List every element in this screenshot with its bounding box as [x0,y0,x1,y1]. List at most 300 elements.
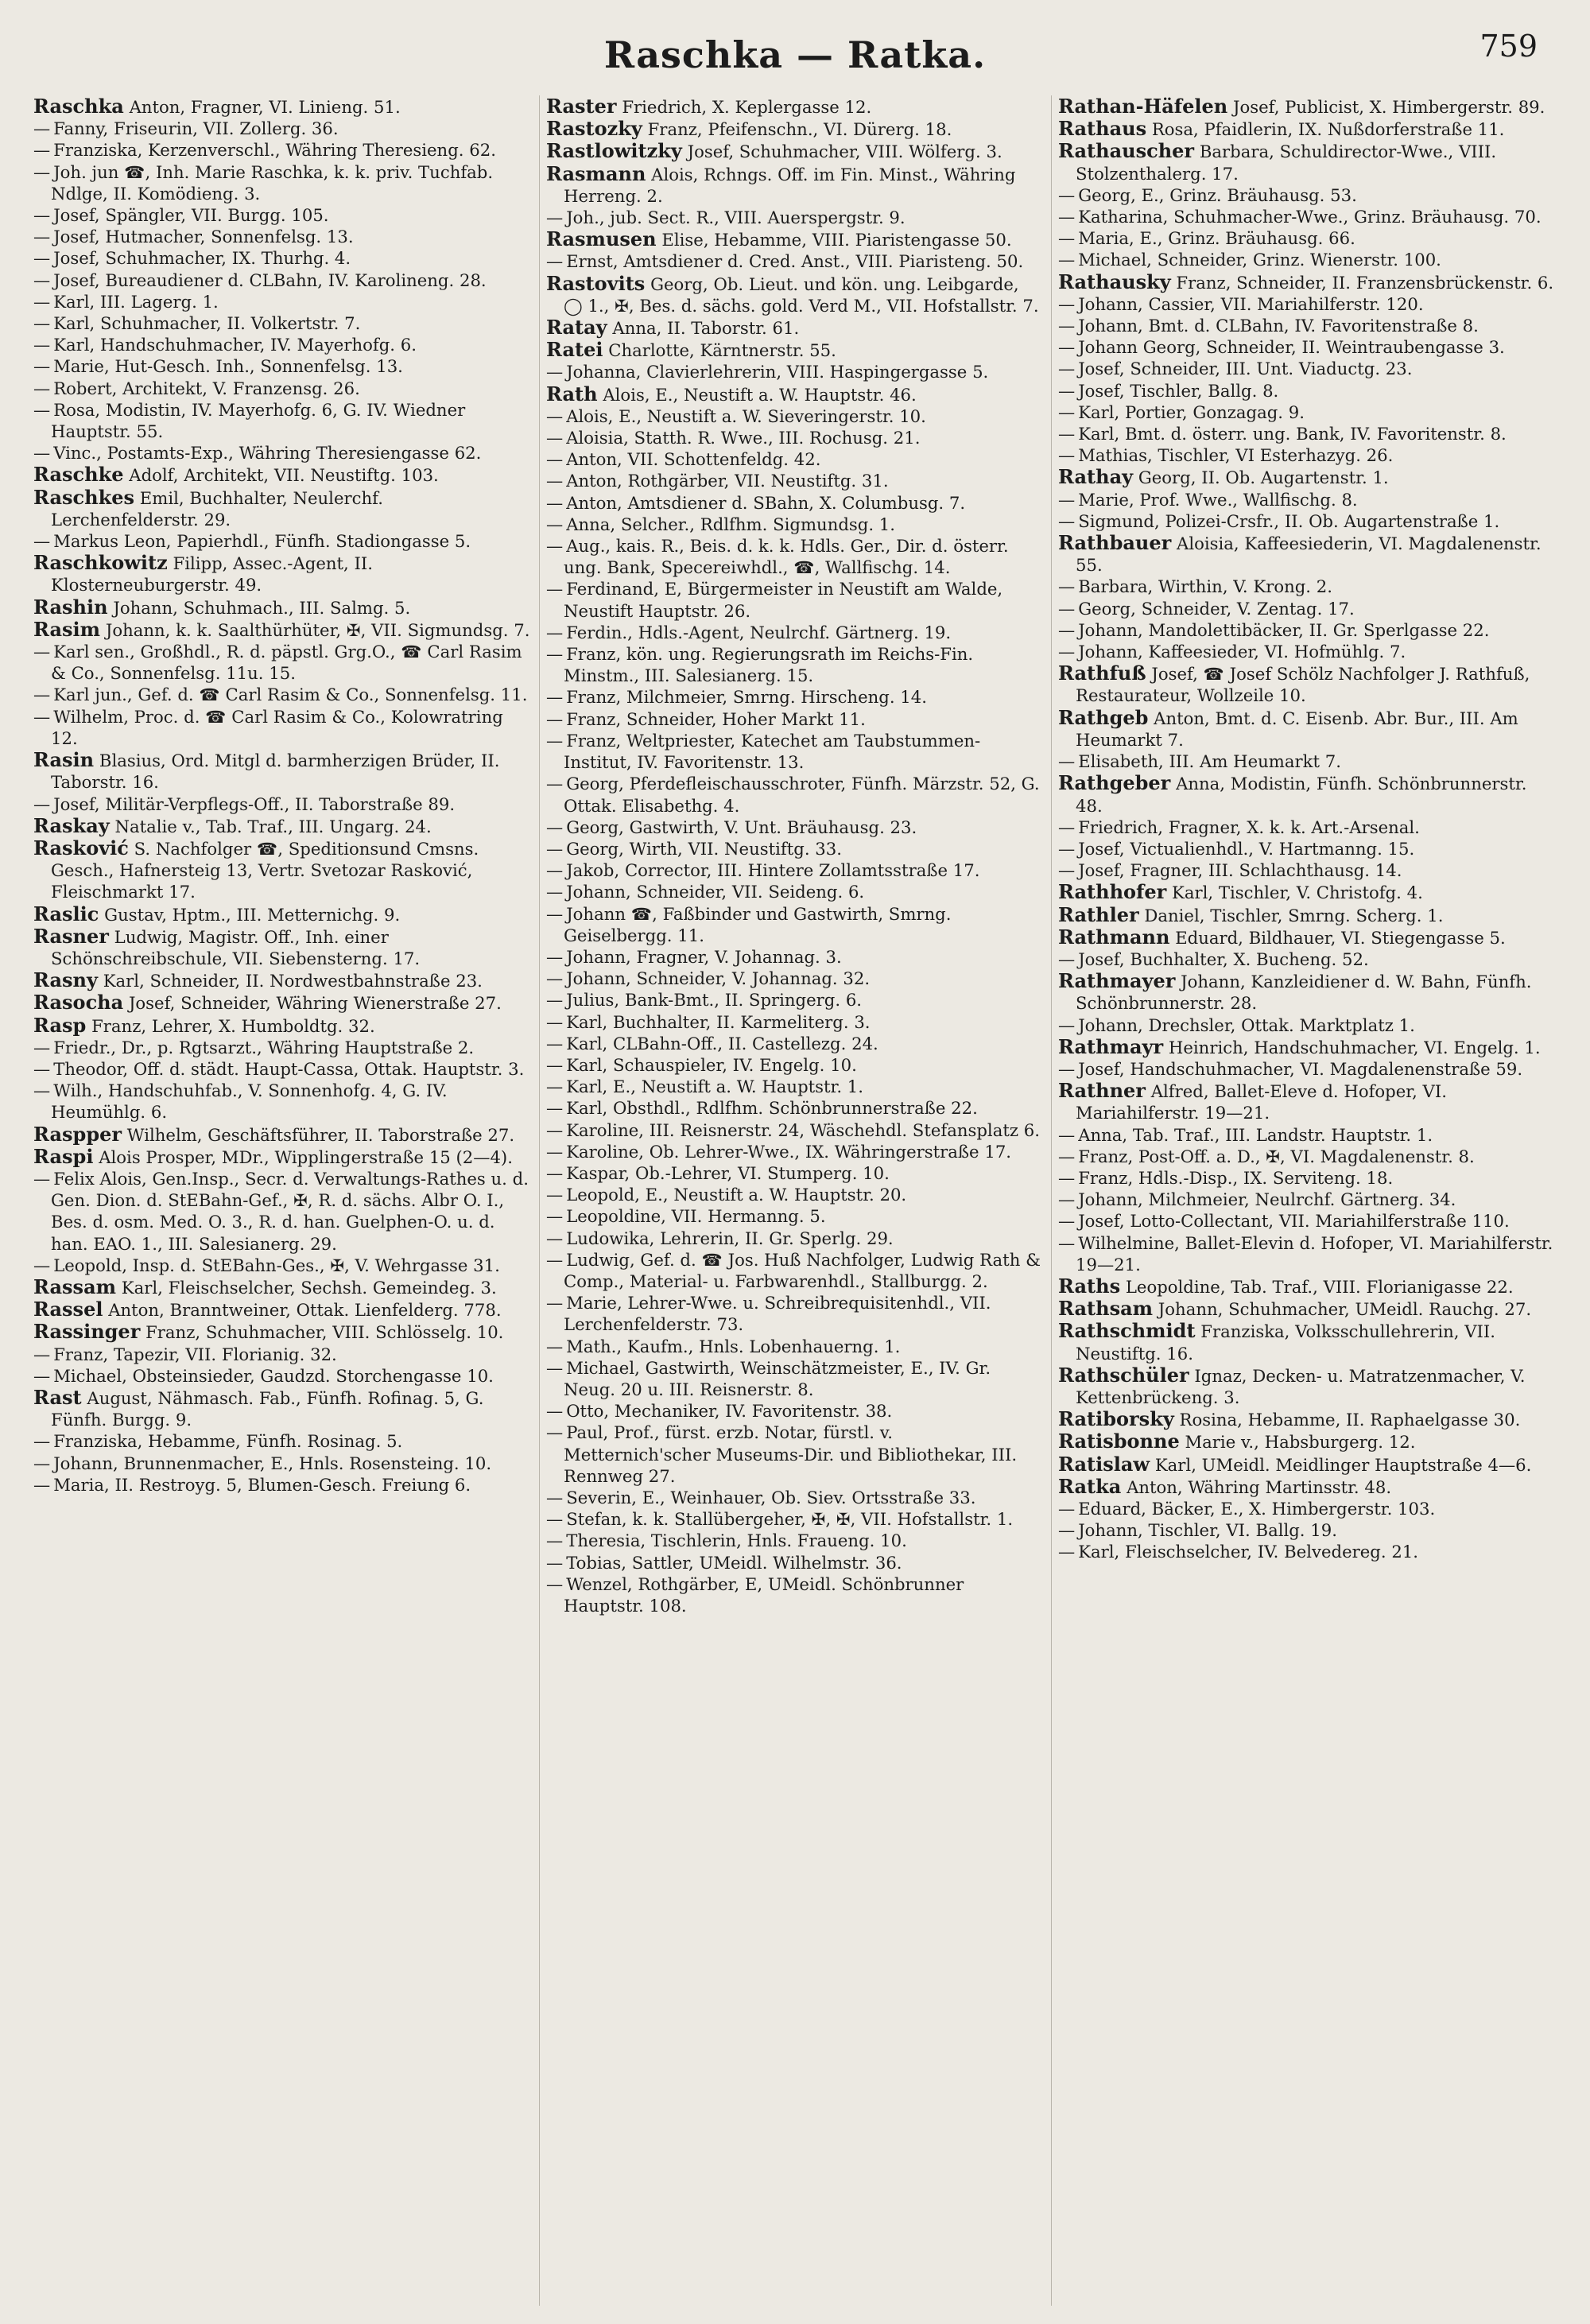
entry-text: Alois, E., Neustift a. W. Sieveringerstr. 10. [566,405,926,426]
entry-text: Georg, Pferdefleischausschroter, Fünfh. Märzstr. 52, G. Ottak. Elisabethg. 4. [564,774,1040,816]
directory-entry [33,161,531,204]
directory-entry [33,464,531,486]
entry-dash: — [1058,250,1076,270]
entry-text: Josef, ☎ Josef Schölz Nachfolger J. Rathfuß, Restaurateur, Wollzeile 10. [1076,664,1530,706]
entry-text: Johann Georg, Schneider, II. Weintraubengasse 3. [1078,337,1505,358]
entry-text: August, Nähmasch. Fab., Fünfh. Rofinag. 5, G. Fünfh. Burgg. 9. [51,1387,484,1430]
directory-entry [33,139,531,161]
directory-entry [1058,1408,1555,1430]
directory-entry [33,118,531,139]
entry-dash: — [33,291,51,312]
entry-text: Rosina, Hebamme, II. Raphaelgasse 30. [1179,1410,1521,1430]
page-number: 759 [1479,29,1538,64]
entry-text: Franz, Schuhmacher, VIII. Schlösselg. 10. [145,1322,504,1343]
entry-text: Joh. jun ☎, Inh. Marie Raschka, k. k. priv. Tuchfab. Ndlge, II. Komödieng. 3. [51,161,494,204]
entry-text: Johanna, Clavierlehrerin, VIII. Haspingergasse 5. [566,362,989,382]
directory-entry [1058,1430,1555,1453]
entry-surname: Rastovits [546,271,646,295]
directory-entry [546,1530,1043,1551]
entry-text: Elise, Hebamme, VIII. Piaristengasse 50. [661,230,1012,250]
entry-text: Ferdinand, E, Bürgermeister in Neustift am Walde, Neustift Hauptstr. 26. [564,579,1003,621]
entry-text: Leopold, Insp. d. StEBahn-Ges., ✠, V. Wehrgasse 31. [53,1255,500,1275]
entry-surname: Rathsam [1058,1297,1154,1321]
entry-text: Tobias, Sattler, UMeidl. Wilhelmstr. 36. [566,1552,902,1573]
entry-surname: Rasković [33,836,129,859]
entry-surname: Rathner [1058,1079,1146,1103]
entry-text: Josef, Victualienhdl., V. Hartmanng. 15. [1078,838,1415,859]
entry-text: Karl, UMeidl. Meidlinger Hauptstraße 4—6. [1154,1454,1532,1475]
directory-entry [546,228,1043,250]
entry-text: Wilhelmine, Ballet-Elevin d. Hofoper, VI. Mariahilferstr. 19—21. [1076,1232,1553,1275]
entry-text: Johann, Schuhmach., III. Salmg. 5. [113,597,411,618]
entry-dash: — [1058,184,1076,205]
entry-text: Wilhelm, Proc. d. ☎ Carl Rasim & Co., Kolowratring 12. [51,706,503,748]
directory-entry [546,1573,1043,1616]
entry-text: Ludwig, Gef. d. ☎ Jos. Huß Nachfolger, Ludwig Rath & Comp., Material- u. Farbwarenhdl., Stallburgg. 2. [564,1249,1041,1291]
entry-text: Karl jun., Gef. d. ☎ Carl Rasim & Co., Sonnenfelsg. 11. [53,685,528,705]
entry-dash: — [546,1162,564,1183]
entry-text: Franz, Schneider, II. Franzensbrückenstr. 6. [1176,272,1554,293]
entry-text: Fanny, Friseurin, VII. Zollerg. 36. [53,118,339,139]
entry-text: Severin, E., Weinhauer, Ob. Siev. Ortsstraße 33. [566,1488,976,1507]
directory-entry [33,749,531,793]
entry-text: Josef, Publicist, X. Himbergerstr. 89. [1232,97,1545,117]
entry-text: Karl, III. Lagerg. 1. [53,291,219,312]
entry-text: Maria, II. Restroyg. 5, Blumen-Gesch. Freiung 6. [53,1474,471,1495]
directory-entry [1058,1167,1555,1189]
entry-surname: Rathschmidt [1058,1319,1196,1343]
entry-text: Charlotte, Kärntnerstr. 55. [608,340,836,361]
entry-dash: — [1058,510,1076,531]
entry-dash: — [546,644,564,665]
directory-entry [33,204,531,226]
directory-entry [546,163,1043,207]
entry-surname: Rassinger [33,1320,141,1344]
entry-dash: — [546,492,564,513]
entry-text: Karl, Buchhalter, II. Karmeliterg. 3. [566,1011,871,1032]
entry-dash: — [1058,817,1076,837]
entry-text: Georg, E., Grinz. Bräuhausg. 53. [1078,184,1357,205]
entry-text: Theodor, Off. d. städt. Haupt-Cassa, Ottak. Hauptstr. 3. [53,1058,525,1079]
directory-entry [546,838,1043,859]
entry-text: Georg, Gastwirth, V. Unt. Bräuhausg. 23. [566,817,917,837]
directory-entry [546,1162,1043,1184]
entry-text: Rosa, Modistin, IV. Mayerhofg. 6, G. IV. Wiedner Hauptstr. 55. [51,399,466,442]
entry-text: Anton, Amtsdiener d. SBahn, X. Columbusg. 7. [566,492,966,513]
entry-surname: Raskay [33,813,110,837]
directory-entry [546,1552,1043,1573]
directory-entry [546,946,1043,968]
entry-dash: — [33,205,51,226]
entry-surname: Rasmusen [546,227,657,251]
directory-entry [1058,1364,1555,1408]
entry-text: Karl sen., Großhdl., R. d. päpstl. Grg.O., ☎ Carl Rasim & Co., Sonnenfelsg. 11u. 15. [51,642,522,684]
directory-entry [546,1400,1043,1422]
directory-entry [33,1146,531,1168]
entry-dash: — [1058,751,1076,772]
entry-dash: — [1058,1146,1076,1166]
entry-text: Vinc., Postamts-Exp., Währing Theresiengasse 62. [53,443,482,464]
column-right [1051,95,1563,2306]
directory-entry [546,427,1043,448]
entry-text: Johann, Schneider, V. Johannag. 32. [566,968,871,989]
entry-dash: — [1058,860,1076,881]
entry-text: Georg, II. Ob. Augartenstr. 1. [1138,468,1389,488]
directory-entry [1058,1298,1555,1320]
entry-text: Kaspar, Ob.-Lehrer, VI. Stumperg. 10. [566,1162,890,1183]
entry-text: Anton, VII. Schottenfeldg. 42. [566,449,821,470]
entry-text: Franz, Post-Off. a. D., ✠, VI. Magdalenenstr. 8. [1078,1146,1475,1166]
directory-entry [1058,904,1555,926]
directory-entry [546,1097,1043,1119]
directory-entry [1058,1210,1555,1232]
directory-entry [546,989,1043,1011]
entry-dash: — [546,730,564,751]
entry-text: Anna, Tab. Traf., III. Landstr. Hauptstr. 1. [1078,1124,1433,1145]
directory-entry [33,793,531,815]
entry-dash: — [546,428,564,448]
directory-entry [1058,1541,1555,1562]
entry-text: Wenzel, Rothgärber, E, UMeidl. Schönbrunner Hauptstr. 108. [564,1573,964,1616]
directory-entry [1058,489,1555,510]
entry-dash: — [1058,642,1076,662]
directory-entry [546,1292,1043,1335]
entry-text: Mathias, Tischler, VI Esterhazyg. 26. [1078,445,1394,466]
entry-dash: — [1058,207,1076,227]
entry-text: Aug., kais. R., Beis. d. k. k. Hdls. Ger., Dir. d. österr. ung. Bank, Specereiwhdl., ☎, Wallfischg. 14. [564,536,1009,578]
directory-entry [546,1119,1043,1141]
directory-entry [33,925,531,969]
directory-entry [33,552,531,596]
entry-dash: — [546,903,564,924]
entry-dash: — [1058,1189,1076,1210]
directory-entry [33,815,531,837]
entry-text: Felix Alois, Gen.Insp., Secr. d. Verwaltungs-Rathes u. d. Gen. Dion. d. StEBahn-Gef., ✠, R. d. sächs. Albr O. I., Bes. d. osm. Med. O. 3., R. d. han. Guelphen-O. u. d. han. EAO. 1., III. Salesianerg. 29. [51,1168,529,1254]
directory-entry [33,1080,531,1123]
entry-dash: — [1058,576,1076,597]
entry-text: Anton, Fragner, VI. Linieng. 51. [129,97,401,117]
entry-dash: — [546,1033,564,1053]
entry-text: Heinrich, Handschuhmacher, VI. Engelg. 1. [1168,1037,1541,1057]
entry-text: Franziska, Kerzenverschl., Währing Theresieng. 62. [53,140,496,161]
entry-surname: Raspper [33,1122,122,1146]
entry-dash: — [33,227,51,247]
entry-dash: — [33,378,51,398]
directory-entry [33,270,531,291]
directory-entry [546,339,1043,361]
entry-dash: — [546,1011,564,1032]
entry-surname: Ratka [1058,1474,1122,1498]
directory-entry [33,837,531,903]
entry-text: Natalie v., Tab. Traf., III. Ungarg. 24. [114,816,432,836]
entry-text: Karl, Fleischselcher, Sechsh. Gemeindeg. 3. [121,1277,497,1298]
entry-text: Marie, Lehrer-Wwe. u. Schreibrequisitenhdl., VII. Lerchenfelderstr. 73. [564,1293,991,1335]
entry-text: Josef, Fragner, III. Schlachthausg. 14. [1078,860,1402,881]
entry-text: Josef, Tischler, Ballg. 8. [1078,380,1279,401]
directory-entry [1058,1519,1555,1541]
directory-entry [33,1474,531,1496]
entry-dash: — [546,1293,564,1313]
directory-entry [546,1336,1043,1357]
entry-text: Josef, Schneider, Währing Wienerstraße 27. [128,993,502,1014]
directory-entry [33,1037,531,1058]
entry-text: Paul, Prof., fürst. erzb. Notar, fürstl. v. Metternich'scher Museums-Dir. und Bibliothekar, III. Rennweg 27. [564,1422,1018,1486]
entry-text: Franz, kön. ung. Regierungsrath im Reichs-Fin. Minstm., III. Salesianerg. 15. [564,644,974,686]
entry-text: Johann, Tischler, VI. Ballg. 19. [1078,1520,1337,1541]
entry-surname: Raspi [33,1144,94,1168]
entry-text: Otto, Mechaniker, IV. Favoritenstr. 38. [566,1401,893,1422]
entry-text: Anton, Branntweiner, Ottak. Lienfelderg. 778. [108,1300,502,1321]
directory-entry [33,95,531,118]
directory-entry [1058,140,1555,184]
entry-surname: Raths [1058,1274,1121,1298]
directory-entry [1058,662,1555,706]
directory-entry [546,361,1043,382]
directory-entry [546,405,1043,427]
directory-entry [546,140,1043,162]
entry-text: Ludwig, Magistr. Off., Inh. einer Schönschreibschule, VII. Siebensterng. 17. [51,926,421,968]
entry-text: Josef, Hutmacher, Sonnenfelsg. 13. [53,227,354,247]
entry-text: Michael, Schneider, Grinz. Wienerstr. 100. [1078,250,1441,270]
entry-surname: Raslic [33,902,99,925]
directory-entry [546,1054,1043,1076]
entry-dash: — [33,356,51,377]
entry-dash: — [1058,1058,1076,1079]
directory-entry [33,706,531,749]
directory-entry [1058,444,1555,466]
directory-entry [1058,859,1555,881]
directory-entry [1058,423,1555,444]
entry-dash: — [1058,489,1076,510]
entry-surname: Rashin [33,595,108,619]
entry-text: Markus Leon, Papierhdl., Fünfh. Stadiongasse 5. [53,531,471,552]
directory-entry [546,316,1043,339]
directory-entry [33,1015,531,1037]
directory-entry [546,95,1043,118]
entry-dash: — [33,1474,51,1495]
entry-dash: — [33,1081,51,1101]
directory-entry [546,1228,1043,1249]
entry-dash: — [546,471,564,491]
entry-surname: Rathay [1058,465,1134,489]
entry-text: Johann, k. k. Saalthürhüter, ✠, VII. Sigmundsg. 7. [105,619,530,640]
entry-text: Johann, Schneider, VII. Seideng. 6. [566,882,865,902]
entry-text: Friedrich, Fragner, X. k. k. Art.-Arsenal. [1078,817,1420,837]
entry-dash: — [1058,1124,1076,1145]
directory-entry [1058,1453,1555,1476]
entry-text: Barbara, Schuldirector-Wwe., VIII. Stolzenthalerg. 17. [1076,142,1497,184]
page-header [0,22,1590,78]
entry-dash: — [33,1453,51,1473]
directory-entry [546,686,1043,708]
entry-text: Julius, Bank-Bmt., II. Springerg. 6. [566,990,863,1011]
entry-surname: Rathmann [1058,925,1170,949]
entry-text: Karl, Schauspieler, IV. Engelg. 10. [566,1054,857,1075]
entry-dash: — [1058,424,1076,444]
entry-text: Ignaz, Decken- u. Matratzenmacher, V. Kettenbrückeng. 3. [1076,1365,1526,1407]
entry-text: Johann, Schuhmacher, UMeidl. Rauchg. 27. [1158,1299,1532,1320]
directory-entry [1058,466,1555,488]
directory-entry [1058,881,1555,903]
directory-entry [1058,315,1555,336]
directory-entry [33,1430,531,1452]
entry-surname: Raschke [33,463,124,487]
entry-dash: — [546,251,564,272]
entry-text: Franz, Milchmeier, Smrng. Hirscheng. 14. [566,687,927,708]
directory-entry [1058,598,1555,619]
directory-entry [1058,206,1555,227]
directory-entry [1058,1124,1555,1146]
entry-dash: — [546,1401,564,1422]
directory-entry [33,530,531,552]
directory-entry [33,1168,531,1255]
directory-entry [1058,970,1555,1014]
directory-entry [1058,184,1555,206]
entry-text: Karl, Handschuhmacher, IV. Mayerhofg. 6. [53,335,417,355]
directory-entry [1058,336,1555,358]
directory-entry [546,448,1043,470]
entry-surname: Rasner [33,924,109,948]
directory-entry [1058,227,1555,249]
entry-text: Josef, Bureaudiener d. CLBahn, IV. Karolineng. 28. [53,270,487,290]
entry-dash: — [546,1357,564,1378]
directory-entry [33,1344,531,1365]
entry-surname: Rathfuß [1058,662,1146,685]
entry-dash: — [546,1488,564,1507]
directory-entry [1058,1275,1555,1298]
directory-entry [1058,532,1555,576]
entry-text: Anton, Währing Martinsstr. 48. [1127,1476,1392,1497]
entry-dash: — [546,708,564,729]
entry-text: Blasius, Ord. Mitgl d. barmherzigen Brüder, II. Taborstr. 16. [51,751,500,793]
directory-entry [1058,1498,1555,1519]
entry-text: Emil, Buchhalter, Neulerchf. Lerchenfelderstr. 29. [51,487,383,530]
directory-entry [1058,95,1555,118]
entry-dash: — [546,514,564,534]
directory-entry [1058,1058,1555,1080]
entry-text: Johann, Milchmeier, Neulrchf. Gärtnerg. 34. [1078,1189,1456,1210]
directory-entry [546,773,1043,816]
entry-surname: Rast [33,1385,82,1409]
directory-entry [33,355,531,377]
directory-entry [546,1076,1043,1097]
directory-entry [546,903,1043,946]
entry-dash: — [1058,293,1076,314]
directory-entry [33,1387,531,1430]
entry-dash: — [1058,1015,1076,1035]
directory-entry [546,817,1043,838]
entry-text: Daniel, Tischler, Smrng. Scherg. 1. [1144,905,1444,925]
directory-entry [1058,380,1555,402]
entry-dash: — [33,270,51,290]
entry-dash: — [1058,619,1076,640]
directory-entry [33,1255,531,1276]
directory-entry [546,1205,1043,1227]
directory-entry [546,492,1043,514]
directory-entry [546,1033,1043,1054]
directory-entry [1058,1232,1555,1275]
entry-dash: — [1058,1520,1076,1541]
entry-text: Theresia, Tischlerin, Hnls. Fraueng. 10. [566,1531,907,1551]
entry-dash: — [1058,316,1076,336]
entry-dash: — [1058,380,1076,401]
directory-entry [33,1058,531,1080]
entry-text: Anna, Selcher., Rdlfhm. Sigmundsg. 1. [566,514,896,534]
entry-dash: — [546,1422,564,1443]
directory-entry [546,708,1043,730]
entry-text: Alfred, Ballet-Eleve d. Hofoper, VI. Mariahilferstr. 19—21. [1076,1081,1447,1123]
entry-dash: — [546,968,564,989]
entry-surname: Rasmann [546,161,646,185]
entry-text: Alois, E., Neustift a. W. Hauptstr. 46. [603,384,917,405]
entry-surname: Rathgeb [1058,705,1149,729]
page-title: Raschka — Ratka. [603,33,987,76]
entry-text: Johann, Kaffeesieder, VI. Hofmühlg. 7. [1078,642,1406,662]
entry-text: Johann, Kanzleidiener d. W. Bahn, Fünfh. Schönbrunnerstr. 28. [1076,972,1532,1014]
directory-entry [546,1487,1043,1508]
directory-entry [33,291,531,312]
directory-entry [1058,1476,1555,1498]
entry-text: Karl, Fleischselcher, IV. Belvedereg. 21. [1078,1542,1419,1562]
directory-entry [1058,817,1555,838]
entry-text: Josef, Schneider, III. Unt. Viaductg. 23. [1078,359,1413,379]
entry-dash: — [546,1531,564,1551]
entry-text: Johann, Fragner, V. Johannag. 3. [566,946,842,967]
directory-entry [546,1184,1043,1205]
entry-text: Franziska, Volksschullehrerin, VII. Neustiftg. 16. [1076,1321,1495,1364]
entry-surname: Rathaus [1058,117,1147,141]
directory-entry [33,487,531,530]
entry-text: Marie, Prof. Wwe., Wallfischg. 8. [1078,489,1358,510]
entry-surname: Ratei [546,338,603,362]
entry-dash: — [546,774,564,794]
entry-surname: Rath [546,382,598,405]
directory-entry [546,1422,1043,1487]
directory-entry [546,273,1043,316]
entry-text: Josef, Spängler, VII. Burgg. 105. [53,205,329,226]
entry-text: Karl, CLBahn-Off., II. Castellezg. 24. [566,1033,878,1053]
entry-dash: — [546,449,564,470]
directory-entry [546,881,1043,902]
entry-text: Josef, Schuhmacher, VIII. Wölferg. 3. [687,142,1002,162]
directory-entry [1058,838,1555,859]
entry-surname: Rastlowitzky [546,139,682,163]
entry-text: Karl, E., Neustift a. W. Hauptstr. 1. [566,1077,864,1097]
entry-dash: — [1058,445,1076,466]
entry-text: Aloisia, Statth. R. Wwe., III. Rochusg. 21. [566,428,921,448]
entry-text: Marie v., Habsburgerg. 12. [1185,1432,1416,1453]
column-left [27,95,539,2306]
directory-entry [1058,751,1555,772]
directory-entry [33,1123,531,1146]
directory-entry [33,684,531,705]
entry-text: Wilh., Handschuhfab., V. Sonnenhofg. 4, G. IV. Heumühlg. 6. [51,1081,448,1123]
entry-dash: — [33,642,51,662]
directory-entry [33,226,531,247]
entry-dash: — [546,1098,564,1119]
directory-entry [546,1508,1043,1530]
entry-text: Anna, II. Taborstr. 61. [612,318,800,339]
entry-text: Adolf, Architekt, VII. Neustiftg. 103. [129,465,439,486]
entry-dash: — [546,1141,564,1162]
entry-dash: — [546,990,564,1011]
entry-surname: Rastozky [546,117,642,141]
entry-surname: Rathbauer [1058,531,1172,555]
entry-text: Josef, Militär-Verpflegs-Off., II. Taborstraße 89. [53,793,456,814]
entry-surname: Rathauscher [1058,139,1195,163]
entry-text: Marie, Hut-Gesch. Inh., Sonnenfelsg. 13. [53,356,403,377]
entry-dash: — [33,399,51,420]
